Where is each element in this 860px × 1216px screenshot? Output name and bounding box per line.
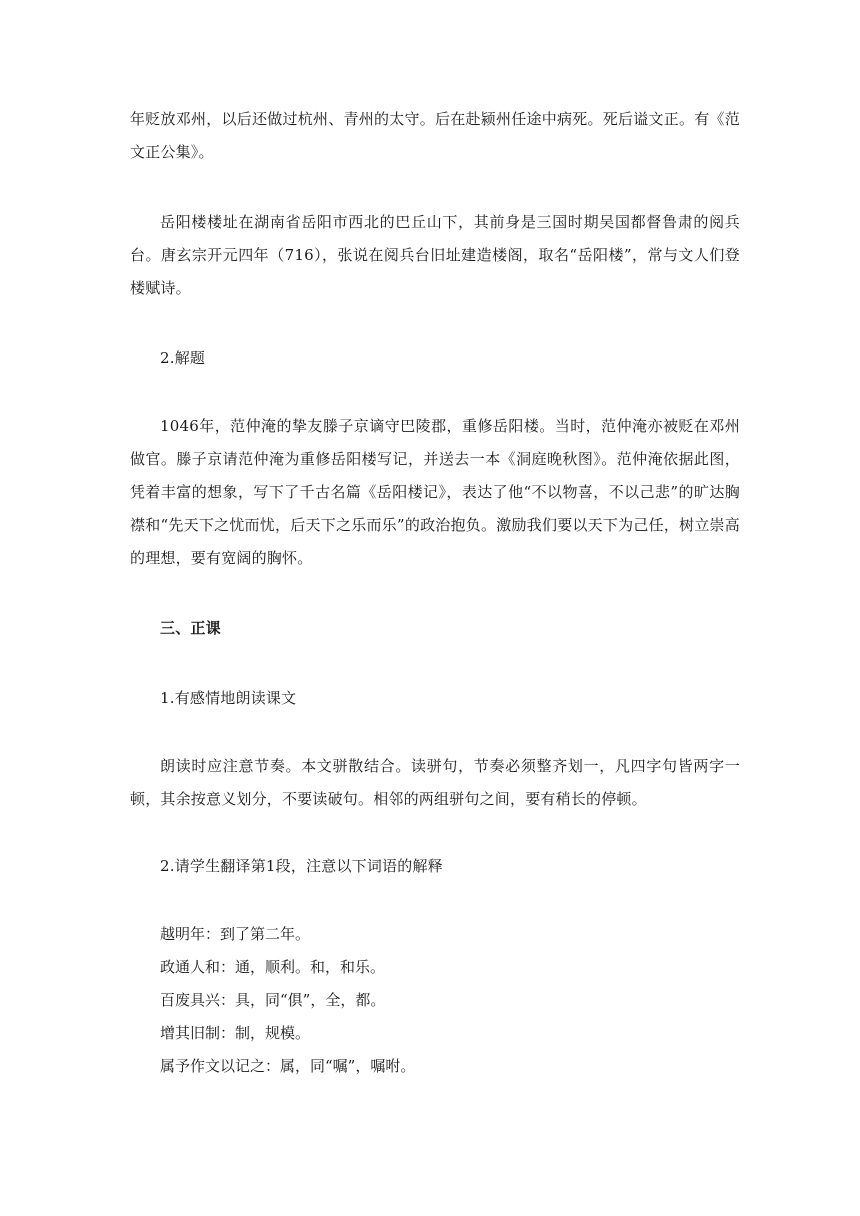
glossary-item: 增其旧制：制，规模。 <box>160 1024 311 1042</box>
glossary-item: 百废具兴：具，同“俱”，全，都。 <box>160 991 386 1009</box>
jieti-paragraph: 1046年，范仲淹的挚友滕子京谪守巴陵郡，重修岳阳楼。当时，范仲淹亦被贬在邓州做官。滕子京请范仲淹为重修岳阳楼写记，并送去一本《洞庭晚秋图》。范仲淹依据此图，凭着丰富的想象，写下了千古名篇《岳阳楼记》，表达了他“不以物喜，不以己悲”的旷达胸襟和“先天下之忧而忧，后天下之乐而乐”的政治抱负。激励我们要以天下为己任，树立崇高的理想，要有宽阔的胸怀。 <box>130 417 740 567</box>
translate-heading: 2.请学生翻译第1段，注意以下词语的解释 <box>160 857 443 875</box>
reading-paragraph: 朗读时应注意节奏。本文骈散结合。读骈句，节奏必须整齐划一，凡四字句皆两字一顿，其余按意义划分，不要读破句。相邻的两组骈句之间，要有稍长的停顿。 <box>130 757 740 808</box>
glossary-list <box>160 918 740 1083</box>
yueyang-tower-paragraph: 岳阳楼楼址在湖南省岳阳市西北的巴丘山下，其前身是三国时期吴国都督鲁肃的阅兵台。唐玄宗开元四年（716），张说在阅兵台旧址建造楼阁，取名“岳阳楼”，常与文人们登楼赋诗。 <box>130 213 740 297</box>
author-bio-paragraph: 年贬放邓州，以后还做过杭州、青州的太守。后在赴颍州任途中病死。死后谥文正。有《范文正公集》。 <box>130 110 740 161</box>
glossary-item: 越明年：到了第二年。 <box>160 925 311 943</box>
section-3-heading: 三、正课 <box>160 619 221 637</box>
glossary-item: 政通人和：通，顺利。和，和乐。 <box>160 958 386 976</box>
glossary-item: 属予作文以记之：属，同“嘱”，嘱咐。 <box>160 1057 416 1075</box>
jieti-heading: 2.解题 <box>160 349 206 367</box>
reading-heading: 1.有感情地朗读课文 <box>160 689 297 707</box>
